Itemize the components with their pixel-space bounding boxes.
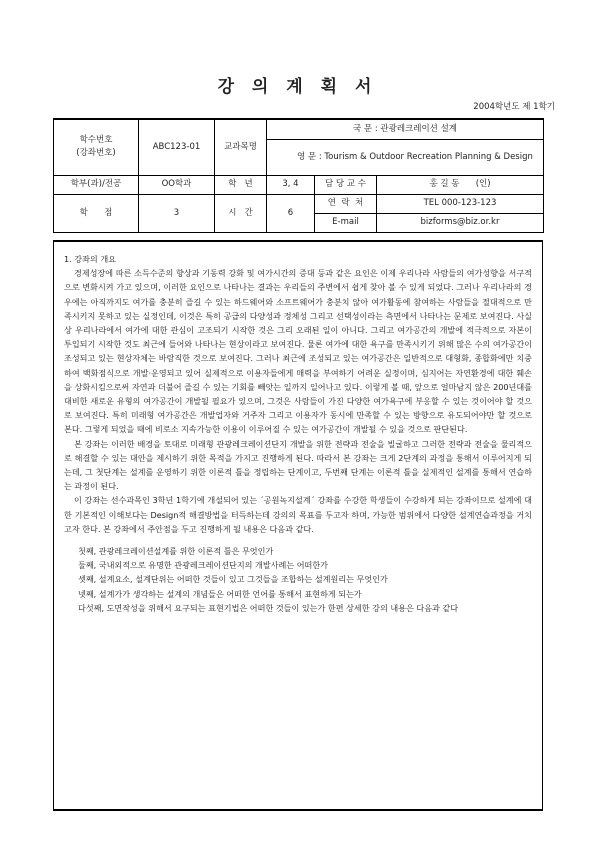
credit-value: 3 (139, 194, 215, 232)
dept-label: 학부(과)/전공 (54, 175, 139, 194)
hours-value: 6 (267, 194, 315, 232)
professor-value: 홍 길 동 (인) (377, 175, 544, 194)
contact-label: 연 락 처 (315, 194, 377, 213)
grade-value: 3, 4 (267, 175, 315, 194)
dept-value: OO학과 (139, 175, 215, 194)
email-value[interactable]: bizforms@biz.or.kr (377, 213, 544, 232)
course-info-table (53, 118, 544, 233)
section-heading: 1. 강좌의 개요 (64, 254, 116, 264)
question-item-5: 다섯째, 도면작성을 위해서 요구되는 표현기법은 어떠한 것들이 있는가 한편 상세한 강의 내용은 다음과 같다 (78, 602, 459, 613)
course-overview-box (53, 240, 543, 811)
question-item-4: 넷째, 설계가가 생각하는 설계의 개념들은 어떠한 언어를 통해서 표현하게 되는가 (78, 588, 362, 599)
course-name-korean: 국 문 : 관광레크레이션 설계 (267, 119, 544, 139)
grade-label: 학 년 (215, 175, 267, 194)
professor-label: 담 당 교 수 (315, 175, 377, 194)
overview-paragraph-2: 본 강좌는 이러한 배경을 토대로 미래형 관광레크레이션단지 개발을 위한 전략과 전술을 빌굴하고 그러한 전략과 전술을 물리적으로 해결할 수 있는 대안을 제시하기 위한 목적을 가지고 진행하게 된다. 따라서 본 강좌는 크게 2단계의 과정을 통해서 이루어지게 되는데, 그 첫단계는 설계를 운영하기 위한 이론적 틀을 정립하는 단계이고, 두번째 단계는 이론적 틀을 실제적인 설계를 통해서 연습하는 과정이 된다. (64, 438, 532, 492)
question-item-1: 첫째, 관광레크레이션설계를 위한 이론적 틀은 무엇인가 (78, 546, 274, 557)
course-no-value: ABC123-01 (139, 119, 215, 175)
course-no-label: 학수번호 (강좌번호) (54, 119, 139, 175)
email-label: E-mail (315, 213, 377, 232)
course-name-english: 영 문 : Tourism & Outdoor Recreation Planning & Design (267, 139, 544, 175)
question-item-3: 셋째, 설계요소, 설계단위는 어떠한 것들이 있고 그것들을 조합하는 설계원리는 무엇인가 (78, 574, 388, 585)
hours-label: 시 간 (215, 194, 267, 232)
contact-value: TEL 000-123-123 (377, 194, 544, 213)
overview-paragraph-3: 이 강좌는 선수과목인 3학년 1학기에 개설되어 있는 ´공원녹지설계´ 강좌를 수강한 학생들이 수강하게 되는 강좌이므로 설계에 대한 기본적인 이해보다는 Design적 해결방법을 터득하는데 강의의 목표를 두고자 하며, 가능한 범위에서 다양한 설계연습과정을 거치고자 한다. 본 강좌에서 주안점을 두고 진행하게 될 내용은 다음과 같다. (64, 495, 532, 534)
course-name-label: 교과목명 (215, 119, 267, 175)
semester-label: 2004학년도 제 1학기 (473, 102, 555, 112)
overview-paragraph-1: 경제성장에 따른 소득수준의 향상과 기동력 강화 및 여가시간의 증대 등과 같은 요인은 이제 우리나라 사람들의 여가성향을 서구적으로 변화시켜 가고 있으며, 이러한 요인으로 나타나는 결과는 우리들의 주변에서 쉽게 찾아 볼 수 있게 되었다. 그러나 우리나라의 경우에는 아직까지도 여가를 충분히 즐길 수 있는 하드웨어와 소프트웨어가 충분치 않아 여가활동에 참여하는 사람들을 절대적으로 만족시키지 못하고 있는 실정인데, 이것은 특히 공급의 다양성과 정체성 그리고 선택성이라는 측면에서 나타나는 문제로 보여진다. 사실상 우리나라에서 여가에 대한 관심이 고조되기 시작한 것은 그리 오래된 일이 아니다. 그리고 여가공간의 개발에 적극적으로 자본이 투입되기 시작한 것도 최근에 들어와 나타나는 현상이라고 보여진다. 물론 여가에 대한 욕구를 만족시키기 위해 많은 수의 여가공간이 조성되고 있는 현상자체는 바람직한 것으로 보여진다. 그러나 최근에 조성되고 있는 여가공간은 일반적으로 대형화, 종합화에만 치중하여 백화점식으로 개발·운영되고 있어 실제적으로 이용자들에게 매력을 부여하기 어려운 실정이며, 심지어는 자연환경에 대한 훼손을 상화시킴으로써 자연과 더불어 즐길 수 있는 기회를 빼앗는 일까지 일어나고 있다. 이렇게 볼 때, 앞으로 얼마남지 않은 200년대를 대비한 새로운 유형의 여가공간이 개발될 필요가 있으며, 그것은 사람들이 가진 다양한 여가욕구에 부응할 수 있는 것이어야 할 것으로 보여진다. 특히 미래형 여가공간은 개발업자와 거주자 그리고 이용자가 동시에 만족할 수 있는 방향으로 유도되어야만 할 것으로 본다. 그렇게 되었을 때에 비로소 지속가능한 이용이 이루어질 수 있는 여가공간이 개발될 수 있을 것으로 판단된다. (64, 268, 532, 435)
question-item-2: 둘째, 국내외적으로 유명한 관광레크레이션단지의 개발사례는 어떠한가 (78, 560, 328, 571)
credit-label: 학 점 (54, 194, 139, 232)
page-title: 강 의 계 획 서 (217, 77, 378, 97)
